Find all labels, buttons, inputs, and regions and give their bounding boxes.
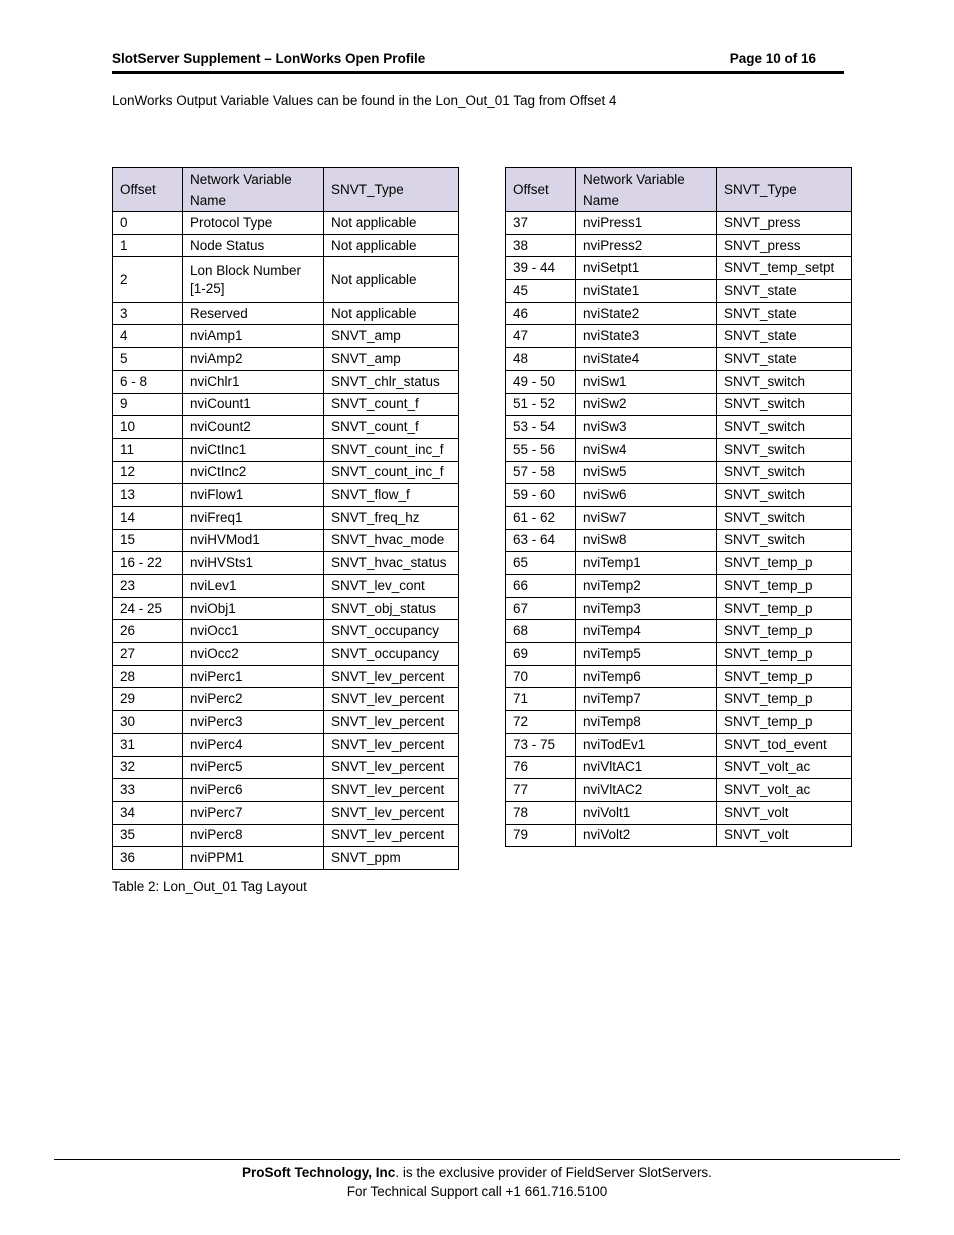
offset-cell: 72	[506, 711, 576, 734]
snvt-type-cell: SNVT_switch	[717, 370, 852, 393]
variable-name-cell: nviSw6	[576, 484, 717, 507]
page-number: Page 10 of 16	[729, 51, 816, 66]
table-row	[506, 643, 852, 666]
table-row	[113, 506, 459, 529]
snvt-type-cell: SNVT_volt_ac	[717, 779, 852, 802]
snvt-type-header: SNVT_Type	[717, 168, 852, 212]
page-footer	[0, 1163, 954, 1201]
table-header-row	[113, 168, 459, 212]
offset-header: Offset	[506, 168, 576, 212]
snvt-type-cell: SNVT_count_inc_f	[324, 438, 459, 461]
variable-name-cell: nviVolt1	[576, 801, 717, 824]
variable-name-cell: nviTemp5	[576, 643, 717, 666]
table-header-row	[506, 168, 852, 212]
snvt-type-cell: SNVT_flow_f	[324, 484, 459, 507]
snvt-type-cell: SNVT_lev_percent	[324, 824, 459, 847]
variable-name-cell: nviOcc2	[183, 643, 324, 666]
snvt-type-cell: SNVT_temp_p	[717, 665, 852, 688]
variable-name-cell: nviTemp1	[576, 552, 717, 575]
offset-cell: 39 - 44	[506, 257, 576, 280]
snvt-type-cell: SNVT_count_f	[324, 416, 459, 439]
table-row	[113, 665, 459, 688]
variable-name-header: Network Variable Name	[576, 168, 717, 212]
snvt-type-cell: SNVT_switch	[717, 529, 852, 552]
snvt-type-cell: SNVT_switch	[717, 506, 852, 529]
offset-cell: 48	[506, 348, 576, 371]
offset-cell: 13	[113, 484, 183, 507]
intro-paragraph: LonWorks Output Variable Values can be found in the Lon_Out_01 Tag from Offset 4	[112, 93, 617, 108]
variable-name-cell: nviState2	[576, 302, 717, 325]
snvt-type-cell: SNVT_lev_percent	[324, 711, 459, 734]
snvt-type-cell: SNVT_switch	[717, 484, 852, 507]
variable-name-cell: nviChlr1	[183, 370, 324, 393]
offset-cell: 26	[113, 620, 183, 643]
snvt-type-cell: SNVT_state	[717, 280, 852, 303]
snvt-type-cell: SNVT_hvac_mode	[324, 529, 459, 552]
variable-name-cell: nviAmp2	[183, 348, 324, 371]
snvt-type-cell: SNVT_hvac_status	[324, 552, 459, 575]
snvt-type-cell: SNVT_press	[717, 234, 852, 257]
offset-cell: 45	[506, 280, 576, 303]
offset-cell: 69	[506, 643, 576, 666]
offset-cell: 51 - 52	[506, 393, 576, 416]
variable-name-cell: nviPerc3	[183, 711, 324, 734]
variable-name-cell: nviVolt2	[576, 824, 717, 847]
table-row	[506, 393, 852, 416]
table-row	[506, 257, 852, 280]
table-row	[113, 416, 459, 439]
variable-name-cell: nviSw5	[576, 461, 717, 484]
snvt-type-cell: SNVT_amp	[324, 325, 459, 348]
variable-name-cell: nviCtInc2	[183, 461, 324, 484]
table-row	[113, 575, 459, 598]
variable-name-cell: nviTodEv1	[576, 733, 717, 756]
offset-cell: 5	[113, 348, 183, 371]
table-row	[506, 348, 852, 371]
variable-name-cell: nviVltAC1	[576, 756, 717, 779]
right-variable-table	[505, 167, 852, 847]
variable-name-cell: nviSw2	[576, 393, 717, 416]
offset-cell: 6 - 8	[113, 370, 183, 393]
snvt-type-cell: SNVT_state	[717, 348, 852, 371]
table-row	[506, 438, 852, 461]
table-row	[113, 484, 459, 507]
variable-name-cell: nviFreq1	[183, 506, 324, 529]
offset-cell: 29	[113, 688, 183, 711]
table-row	[506, 756, 852, 779]
offset-cell: 0	[113, 212, 183, 235]
offset-cell: 1	[113, 234, 183, 257]
offset-cell: 73 - 75	[506, 733, 576, 756]
snvt-type-cell: SNVT_switch	[717, 461, 852, 484]
table-row	[113, 257, 459, 302]
table-row	[113, 552, 459, 575]
snvt-type-cell: SNVT_volt	[717, 824, 852, 847]
variable-name-cell: nviCount2	[183, 416, 324, 439]
variable-name-cell: nviCtInc1	[183, 438, 324, 461]
table-row	[113, 824, 459, 847]
offset-cell: 27	[113, 643, 183, 666]
variable-name-cell: nviLev1	[183, 575, 324, 598]
offset-cell: 9	[113, 393, 183, 416]
offset-cell: 32	[113, 756, 183, 779]
table-row	[506, 302, 852, 325]
table-row	[506, 416, 852, 439]
snvt-type-cell: SNVT_temp_p	[717, 620, 852, 643]
offset-cell: 47	[506, 325, 576, 348]
snvt-type-cell: SNVT_lev_percent	[324, 801, 459, 824]
offset-cell: 79	[506, 824, 576, 847]
table-row	[113, 529, 459, 552]
snvt-type-cell: SNVT_amp	[324, 348, 459, 371]
offset-cell: 37	[506, 212, 576, 235]
offset-cell: 15	[113, 529, 183, 552]
snvt-type-cell: SNVT_temp_p	[717, 688, 852, 711]
variable-name-cell: nviPerc6	[183, 779, 324, 802]
footer-provider-text: . is the exclusive provider of FieldServer SlotServers.	[395, 1165, 712, 1180]
table-row	[506, 801, 852, 824]
offset-cell: 55 - 56	[506, 438, 576, 461]
table-row	[113, 711, 459, 734]
variable-name-cell: nviPress2	[576, 234, 717, 257]
variable-name-cell: nviSw3	[576, 416, 717, 439]
variable-name-cell: nviSw1	[576, 370, 717, 393]
table-row	[113, 779, 459, 802]
table-row	[113, 234, 459, 257]
offset-cell: 23	[113, 575, 183, 598]
variable-name-cell: nviTemp2	[576, 575, 717, 598]
variable-name-header: Network Variable Name	[183, 168, 324, 212]
snvt-type-cell: Not applicable	[324, 212, 459, 235]
variable-name-cell: nviOcc1	[183, 620, 324, 643]
variable-name-cell: nviState1	[576, 280, 717, 303]
snvt-type-cell: SNVT_temp_p	[717, 575, 852, 598]
variable-name-cell: nviState4	[576, 348, 717, 371]
variable-name-cell: nviTemp4	[576, 620, 717, 643]
offset-cell: 53 - 54	[506, 416, 576, 439]
offset-cell: 71	[506, 688, 576, 711]
snvt-type-cell: SNVT_volt_ac	[717, 756, 852, 779]
footer-divider	[54, 1159, 900, 1160]
snvt-type-cell: SNVT_temp_p	[717, 597, 852, 620]
footer-line-1	[0, 1163, 954, 1182]
table-row	[113, 393, 459, 416]
table-row	[113, 212, 459, 235]
variable-name-cell: Reserved	[183, 302, 324, 325]
company-name: ProSoft Technology, Inc	[242, 1165, 396, 1180]
table-row	[113, 801, 459, 824]
table-row	[506, 212, 852, 235]
variable-name-cell: nviPress1	[576, 212, 717, 235]
table-row	[506, 779, 852, 802]
offset-cell: 68	[506, 620, 576, 643]
table-row	[113, 620, 459, 643]
offset-cell: 59 - 60	[506, 484, 576, 507]
table-row	[506, 529, 852, 552]
variable-name-cell: nviSw4	[576, 438, 717, 461]
table-row	[113, 597, 459, 620]
offset-cell: 10	[113, 416, 183, 439]
snvt-type-cell: SNVT_state	[717, 325, 852, 348]
variable-name-cell: nviSw8	[576, 529, 717, 552]
snvt-type-cell: SNVT_switch	[717, 393, 852, 416]
offset-cell: 38	[506, 234, 576, 257]
table-row	[113, 348, 459, 371]
offset-cell: 57 - 58	[506, 461, 576, 484]
offset-cell: 16 - 22	[113, 552, 183, 575]
snvt-type-cell: SNVT_ppm	[324, 847, 459, 870]
offset-header: Offset	[113, 168, 183, 212]
snvt-type-cell: SNVT_lev_percent	[324, 779, 459, 802]
offset-cell: 46	[506, 302, 576, 325]
variable-name-cell: nviSw7	[576, 506, 717, 529]
snvt-type-cell: SNVT_lev_percent	[324, 688, 459, 711]
page-header	[112, 48, 844, 74]
offset-cell: 33	[113, 779, 183, 802]
snvt-type-cell: SNVT_freq_hz	[324, 506, 459, 529]
offset-cell: 4	[113, 325, 183, 348]
snvt-type-cell: SNVT_switch	[717, 438, 852, 461]
table-row	[506, 824, 852, 847]
table-row	[506, 665, 852, 688]
offset-cell: 49 - 50	[506, 370, 576, 393]
offset-cell: 66	[506, 575, 576, 598]
snvt-type-cell: SNVT_temp_setpt	[717, 257, 852, 280]
snvt-type-header: SNVT_Type	[324, 168, 459, 212]
snvt-type-cell: SNVT_lev_cont	[324, 575, 459, 598]
table-row	[113, 756, 459, 779]
snvt-type-cell: SNVT_volt	[717, 801, 852, 824]
snvt-type-cell: SNVT_temp_p	[717, 552, 852, 575]
snvt-type-cell: Not applicable	[324, 302, 459, 325]
table-row	[113, 688, 459, 711]
variable-name-cell: nviFlow1	[183, 484, 324, 507]
table-row	[113, 847, 459, 870]
offset-cell: 77	[506, 779, 576, 802]
snvt-type-cell: SNVT_press	[717, 212, 852, 235]
offset-cell: 61 - 62	[506, 506, 576, 529]
snvt-type-cell: SNVT_count_inc_f	[324, 461, 459, 484]
footer-support-line: For Technical Support call +1 661.716.5100	[346, 1184, 608, 1199]
variable-name-cell: Protocol Type	[183, 212, 324, 235]
table-row	[506, 733, 852, 756]
snvt-type-cell: SNVT_occupancy	[324, 643, 459, 666]
table-row	[506, 484, 852, 507]
offset-cell: 34	[113, 801, 183, 824]
offset-cell: 78	[506, 801, 576, 824]
snvt-type-cell: SNVT_switch	[717, 416, 852, 439]
variable-name-cell: nviPerc1	[183, 665, 324, 688]
table-row	[506, 506, 852, 529]
table-row	[113, 370, 459, 393]
offset-cell: 24 - 25	[113, 597, 183, 620]
variable-name-cell: Lon Block Number [1-25]	[183, 257, 324, 302]
offset-cell: 76	[506, 756, 576, 779]
variable-name-cell: nviPerc8	[183, 824, 324, 847]
variable-name-cell: nviSetpt1	[576, 257, 717, 280]
variable-name-cell: nviState3	[576, 325, 717, 348]
table-row	[113, 302, 459, 325]
table-caption: Table 2: Lon_Out_01 Tag Layout	[112, 879, 307, 894]
snvt-type-cell: Not applicable	[324, 257, 459, 302]
table-row	[506, 325, 852, 348]
offset-cell: 12	[113, 461, 183, 484]
offset-cell: 70	[506, 665, 576, 688]
variable-name-cell: nviCount1	[183, 393, 324, 416]
table-row	[506, 711, 852, 734]
snvt-type-cell: SNVT_obj_status	[324, 597, 459, 620]
offset-cell: 36	[113, 847, 183, 870]
table-row	[113, 438, 459, 461]
offset-cell: 28	[113, 665, 183, 688]
snvt-type-cell: SNVT_count_f	[324, 393, 459, 416]
snvt-type-cell: SNVT_lev_percent	[324, 665, 459, 688]
variable-name-cell: nviAmp1	[183, 325, 324, 348]
variable-name-cell: nviHVMod1	[183, 529, 324, 552]
offset-cell: 67	[506, 597, 576, 620]
offset-cell: 11	[113, 438, 183, 461]
variable-name-cell: nviPerc4	[183, 733, 324, 756]
offset-cell: 63 - 64	[506, 529, 576, 552]
table-row	[506, 597, 852, 620]
snvt-type-cell: SNVT_temp_p	[717, 643, 852, 666]
table-row	[506, 688, 852, 711]
snvt-type-cell: Not applicable	[324, 234, 459, 257]
table-row	[506, 461, 852, 484]
offset-cell: 3	[113, 302, 183, 325]
offset-cell: 14	[113, 506, 183, 529]
variable-name-cell: nviTemp3	[576, 597, 717, 620]
offset-cell: 35	[113, 824, 183, 847]
offset-cell: 65	[506, 552, 576, 575]
variable-name-cell: nviTemp8	[576, 711, 717, 734]
variable-name-cell: nviHVSts1	[183, 552, 324, 575]
variable-name-cell: Node Status	[183, 234, 324, 257]
offset-cell: 30	[113, 711, 183, 734]
variable-name-cell: nviObj1	[183, 597, 324, 620]
table-row	[506, 280, 852, 303]
table-row	[506, 370, 852, 393]
document-title: SlotServer Supplement – LonWorks Open Profile	[112, 51, 426, 66]
snvt-type-cell: SNVT_chlr_status	[324, 370, 459, 393]
variable-name-cell: nviVltAC2	[576, 779, 717, 802]
table-row	[113, 733, 459, 756]
snvt-type-cell: SNVT_state	[717, 302, 852, 325]
snvt-type-cell: SNVT_occupancy	[324, 620, 459, 643]
left-variable-table	[112, 167, 459, 870]
variable-name-cell: nviPerc5	[183, 756, 324, 779]
variable-name-cell: nviTemp7	[576, 688, 717, 711]
snvt-type-cell: SNVT_lev_percent	[324, 756, 459, 779]
table-row	[113, 643, 459, 666]
variable-name-cell: nviPPM1	[183, 847, 324, 870]
snvt-type-cell: SNVT_lev_percent	[324, 733, 459, 756]
table-row	[506, 552, 852, 575]
table-row	[506, 575, 852, 598]
snvt-type-cell: SNVT_tod_event	[717, 733, 852, 756]
offset-cell: 31	[113, 733, 183, 756]
offset-cell: 2	[113, 257, 183, 302]
variable-name-cell: nviTemp6	[576, 665, 717, 688]
table-row	[506, 234, 852, 257]
table-row	[506, 620, 852, 643]
table-row	[113, 325, 459, 348]
table-row	[113, 461, 459, 484]
snvt-type-cell: SNVT_temp_p	[717, 711, 852, 734]
variable-name-cell: nviPerc2	[183, 688, 324, 711]
variable-name-cell: nviPerc7	[183, 801, 324, 824]
